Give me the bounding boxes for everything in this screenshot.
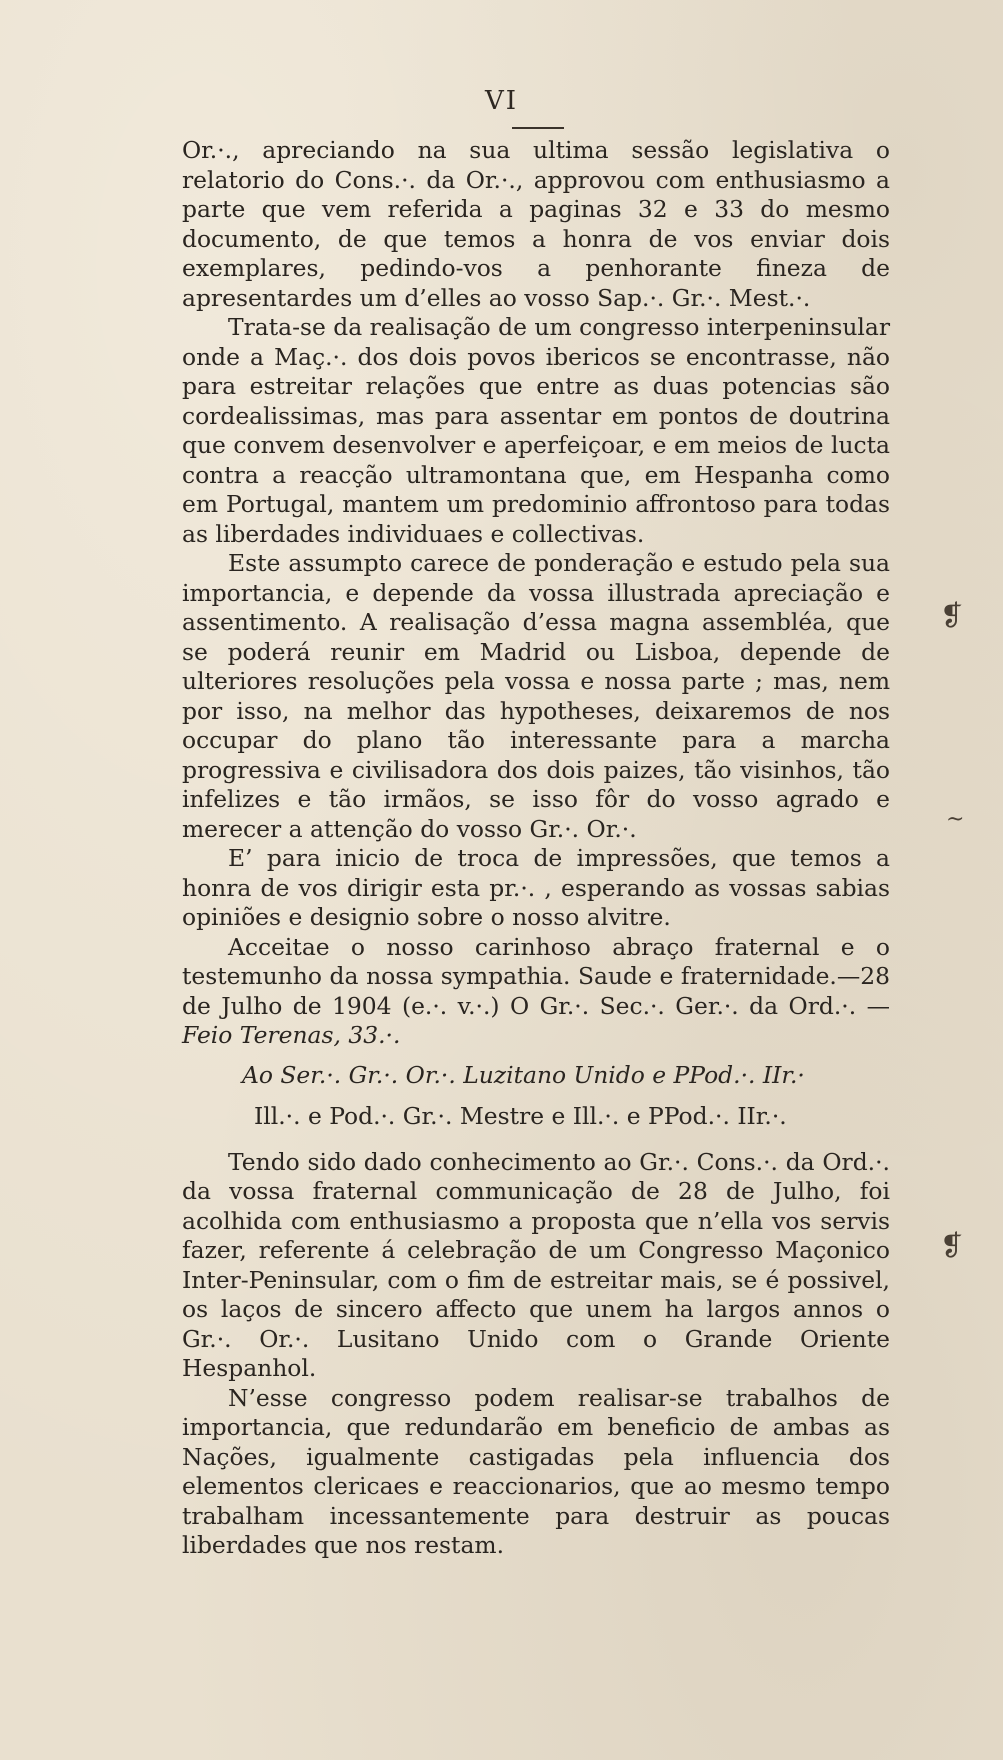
header-rule (512, 127, 564, 129)
paragraph-4: E’ para inicio de troca de impressões, que temos a honra de vos dirigir esta pr.·. , esperando as vossas sabias opiniões e designio sobre o nosso alvitre. (182, 844, 890, 931)
paragraph-5 (182, 933, 890, 1051)
paragraph-6: Tendo sido dado conhecimento ao Gr.·. Cons.·. da Ord.·. da vossa fraternal communicação de 28 de Julho, foi acolhida com enthusiasmo a proposta que n’ella vos servis fazer, referente á celebração de um Congresso Maçonico Inter-Peninsular, com o fim de estreitar mais, se é possivel, os laços de sincero affecto que unem ha largos annos o Gr.·. Or.·. Lusitano Unido com o Grande Oriente Hespanhol. (182, 1147, 890, 1382)
margin-mark-icon: ~ (946, 807, 965, 832)
page-number: VI (484, 86, 519, 116)
paragraph-3: Este assumpto carece de ponderação e estudo pela sua importancia, e depende da vossa illustrada apreciação e assentimento. A realisação d’essa magna assembléa, que se poderá reunir em Madrid ou Lisboa, depende de ulteriores resoluções pela vossa e nossa parte ; mas, nem por isso, na melhor das hypotheses, deixaremos de nos occupar do plano tão interessante para a marcha progressiva e civilisadora dos dois paizes, tão visinhos, tão infelizes e tão irmãos, se isso fôr do vosso agrado e merecer a attenção do vosso Gr.·. Or.·. (182, 549, 890, 843)
salutation-line: Ill.·. e Pod.·. Gr.·. Mestre e Ill.·. e PPod.·. IIr.·. (254, 1102, 787, 1130)
signature: Feio Terenas, 33.·. (182, 1021, 401, 1049)
paragraph-5-text: Acceitae o nosso carinhoso abraço fraternal e o testemunho da nossa sympathia. Saude e fraternidade.—28 de Julho de 1904 (e.·. v.·.) O Gr.·. Sec.·. Ger.·. da Ord.·. — (182, 932, 890, 1020)
margin-mark-icon: ❡ (940, 599, 964, 632)
paragraph-1: Or.·., apreciando na sua ultima sessão legislativa o relatorio do Cons.·. da Or.·., approvou com enthusiasmo a parte que vem referida a paginas 32 e 33 do mesmo documento, de que temos a honra de vos enviar dois exemplares, pedindo-vos a penhorante fineza de apresentardes um d’elles ao vosso Sap.·. Gr.·. Mest.·. (182, 136, 890, 312)
margin-mark-icon: ❡ (940, 1229, 964, 1262)
address-line: Ao Ser.·. Gr.·. Or.·. Luzitano Unido e PPod.·. IIr.· (242, 1060, 805, 1089)
body-text (182, 136, 890, 1561)
paragraph-2: Trata-se da realisação de um congresso interpeninsular onde a Maç.·. dos dois povos ibericos se encontrasse, não para estreitar relações que entre as duas potencias são cordealissimas, mas para assentar em pontos de doutrina que convem desenvolver e aperfeiçoar, e em meios de lucta contra a reacção ultramontana que, em Hespanha como em Portugal, mantem um predominio affrontoso para todas as liberdades individuaes e collectivas. (182, 313, 890, 548)
paragraph-7: N’esse congresso podem realisar-se trabalhos de importancia, que redundarão em beneficio de ambas as Nações, igualmente castigadas pela influencia dos elementos clericaes e reaccionarios, que ao mesmo tempo trabalham incessantemente para destruir as poucas liberdades que nos restam. (182, 1383, 890, 1559)
